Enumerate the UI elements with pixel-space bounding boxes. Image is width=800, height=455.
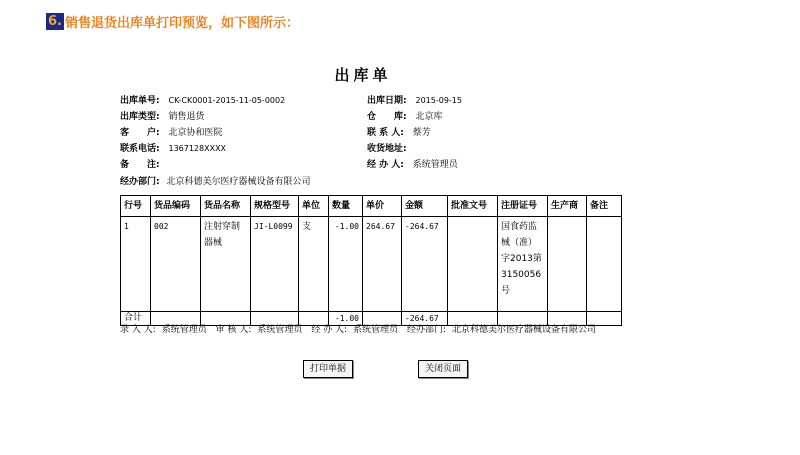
cell-amount: -264.67 bbox=[402, 217, 448, 312]
customer-label: 客 户: bbox=[120, 128, 160, 138]
order-no-field bbox=[120, 95, 285, 107]
col-header-qty: 数量 bbox=[329, 196, 363, 217]
address-field bbox=[367, 143, 413, 155]
review-value: 系统管理员 bbox=[257, 325, 303, 335]
dept-label: 经办部门: bbox=[120, 177, 160, 187]
col-header-unit: 单位 bbox=[299, 196, 329, 217]
contact-field bbox=[367, 127, 431, 139]
footer-handler-value: 系统管理员 bbox=[353, 325, 399, 335]
contact-value: 蔡芳 bbox=[412, 128, 431, 138]
type-value: 销售退货 bbox=[168, 112, 205, 122]
order-no-label: 出库单号: bbox=[120, 96, 160, 106]
total-label: 合计 bbox=[121, 312, 151, 326]
total-qty: -1.00 bbox=[329, 312, 363, 326]
col-header-reg-no: 注册证号 bbox=[498, 196, 548, 217]
col-header-line: 行号 bbox=[121, 196, 151, 217]
cell-name: 注射穿制器械 bbox=[201, 217, 251, 312]
total-amount: -264.67 bbox=[402, 312, 448, 326]
heading-text: 销售退货出库单打印预览，如下图所示： bbox=[64, 16, 299, 31]
remark-label: 备 注: bbox=[120, 160, 160, 170]
col-header-code: 货品编码 bbox=[151, 196, 201, 217]
customer-field bbox=[120, 127, 223, 139]
handler-label: 经 办 人: bbox=[367, 160, 404, 170]
cell-qty: -1.00 bbox=[329, 217, 363, 312]
footer-dept-value: 北京科德美尔医疗器械设备有限公司 bbox=[452, 325, 597, 335]
close-page-button[interactable]: 关闭页面 bbox=[418, 360, 468, 378]
date-field bbox=[367, 95, 462, 107]
entry-label: 录 入 人: bbox=[120, 325, 156, 335]
handler-value: 系统管理员 bbox=[412, 160, 458, 170]
cell-price: 264.67 bbox=[363, 217, 402, 312]
warehouse-value: 北京库 bbox=[415, 112, 443, 122]
cell-note bbox=[587, 217, 622, 312]
cell-approval bbox=[448, 217, 498, 312]
cell-line: 1 bbox=[121, 217, 151, 312]
footer-handler-label: 经 办 人: bbox=[311, 325, 348, 335]
phone-label: 联系电话: bbox=[120, 144, 160, 154]
type-label: 出库类型: bbox=[120, 112, 160, 122]
col-header-amount: 金额 bbox=[402, 196, 448, 217]
phone-field bbox=[120, 143, 226, 155]
col-header-name: 货品名称 bbox=[201, 196, 251, 217]
type-field bbox=[120, 111, 205, 123]
address-label: 收货地址: bbox=[367, 144, 407, 154]
warehouse-field bbox=[367, 111, 443, 123]
table-header-row bbox=[121, 196, 622, 217]
col-header-approval: 批准文号 bbox=[448, 196, 498, 217]
items-table bbox=[120, 195, 622, 326]
contact-label: 联 系 人: bbox=[367, 128, 404, 138]
signature-line bbox=[120, 322, 602, 335]
date-value: 2015-09-15 bbox=[415, 96, 462, 105]
print-button[interactable]: 打印单据 bbox=[303, 360, 353, 378]
cell-reg-no: 国食药监械（准）字2013第3150056号 bbox=[498, 217, 548, 312]
review-label: 审 核 人: bbox=[215, 325, 252, 335]
cell-maker bbox=[548, 217, 587, 312]
cell-spec: JI-L0099 bbox=[251, 217, 299, 312]
dept-field bbox=[120, 176, 311, 188]
col-header-price: 单价 bbox=[363, 196, 402, 217]
warehouse-label: 仓 库: bbox=[367, 112, 407, 122]
col-header-note: 备注 bbox=[587, 196, 622, 217]
customer-value: 北京协和医院 bbox=[168, 128, 223, 138]
handler-field bbox=[367, 159, 458, 171]
col-header-maker: 生产商 bbox=[548, 196, 587, 217]
remark-field bbox=[120, 159, 166, 171]
date-label: 出库日期: bbox=[367, 96, 407, 106]
col-header-spec: 规格型号 bbox=[251, 196, 299, 217]
dept-value: 北京科德美尔医疗器械设备有限公司 bbox=[166, 177, 311, 187]
section-heading bbox=[46, 12, 299, 31]
footer-dept-label: 经办部门: bbox=[406, 325, 447, 335]
table-row bbox=[121, 217, 622, 312]
cell-code: 002 bbox=[151, 217, 201, 312]
entry-value: 系统管理员 bbox=[161, 325, 207, 335]
heading-number: 6. bbox=[48, 14, 62, 29]
document-title: 出库单 bbox=[334, 66, 392, 84]
phone-value: 1367128XXXX bbox=[168, 144, 227, 153]
cell-unit: 支 bbox=[299, 217, 329, 312]
order-no-value: CK-CK0001-2015-11-05-0002 bbox=[168, 96, 286, 105]
